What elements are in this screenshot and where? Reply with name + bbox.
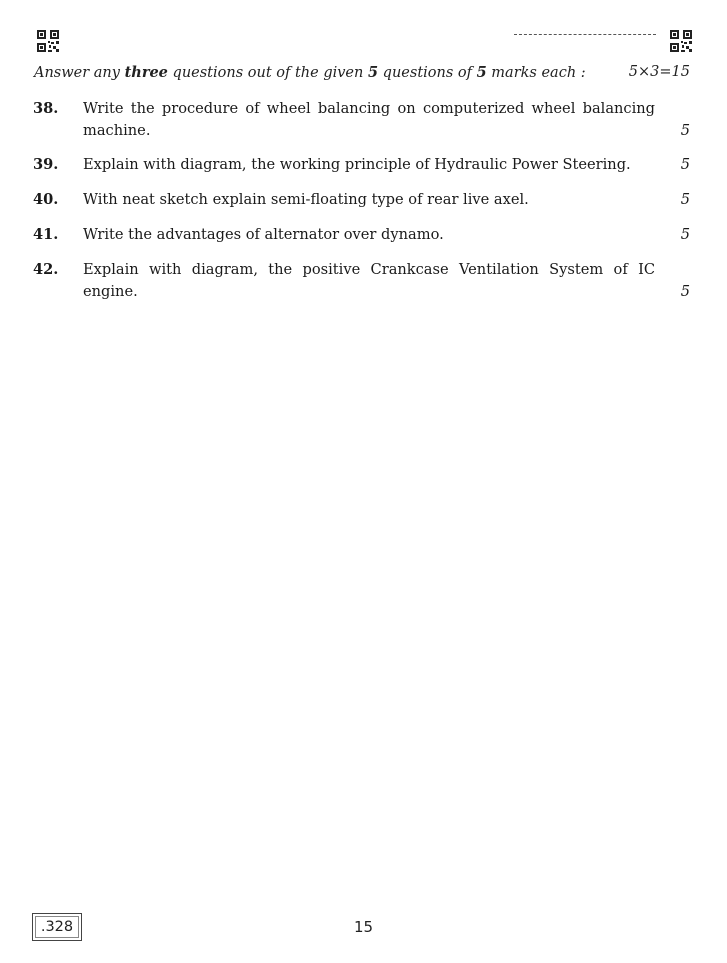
page-number: 15 [353, 918, 374, 936]
question-40 [33, 189, 690, 211]
question-38 [33, 98, 690, 142]
question-39 [33, 154, 690, 176]
paper-code: .328 [32, 913, 82, 941]
question-42 [33, 259, 690, 303]
question-marks: 5 [680, 122, 690, 139]
dashed-rule [514, 34, 656, 35]
question-41 [33, 224, 690, 246]
question-number: 41. [33, 226, 59, 243]
question-number: 38. [33, 100, 59, 117]
question-text: Explain with diagram, the working principle of Hydraulic Power Steering. [83, 156, 631, 173]
question-marks: 5 [680, 191, 690, 208]
question-text: Write the advantages of alternator over dynamo. [83, 226, 444, 243]
question-text: Write the procedure of wheel balancing on computerized wheel balancing machine. [83, 100, 655, 139]
qr-code-icon [670, 30, 692, 52]
qr-code-icon [37, 30, 59, 52]
section-instruction: Answer any three questions out of the given 5 questions of 5 marks each : 5×3=15 [34, 64, 690, 81]
question-text: Explain with diagram, the positive Crankcase Ventilation System of IC engine. [83, 261, 655, 300]
question-text: With neat sketch explain semi-floating type of rear live axel. [83, 191, 529, 208]
total-marks: 5×3=15 [628, 64, 690, 80]
question-number: 39. [33, 156, 59, 173]
question-marks: 5 [680, 156, 690, 173]
question-marks: 5 [680, 226, 690, 243]
question-marks: 5 [680, 283, 690, 300]
question-number: 40. [33, 191, 59, 208]
question-number: 42. [33, 261, 59, 278]
